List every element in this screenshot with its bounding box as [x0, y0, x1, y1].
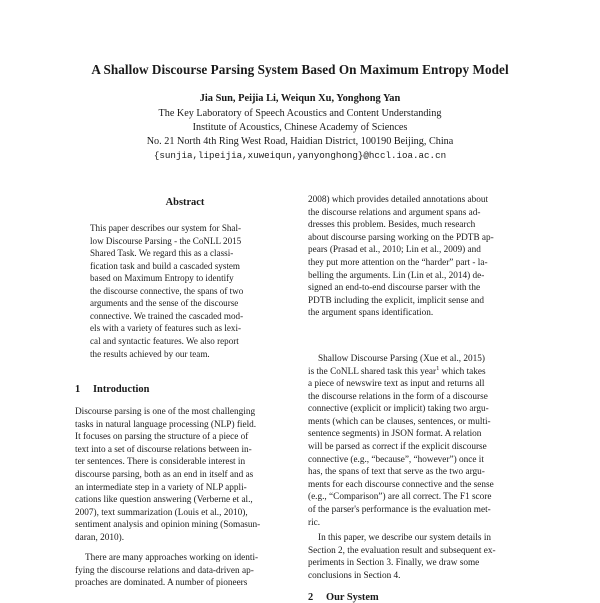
paragraph-line: the results achieved by our team. [90, 348, 210, 359]
section-number: 2 [308, 592, 314, 603]
paragraph-line: dresses this problem. Besides, much research [308, 220, 476, 231]
paragraph-line: sentence segments) in JSON format. A relation [308, 429, 482, 440]
section-heading-our-system [308, 592, 379, 603]
paragraph-line: cations like question answering (Verberne et al., [75, 495, 253, 506]
paragraph-line: will be parsed as correct if the explicit discourse [308, 442, 487, 452]
paragraph-line: connective (explicit or implicit) taking two argu- [308, 404, 489, 415]
affiliation-line-3: No. 21 North 4th Ring West Road, Haidian District, 100190 Beijing, China [146, 136, 454, 147]
paragraph-line: the discourse relations in the form of a discourse [308, 391, 488, 402]
paragraph-line: Discourse parsing is one of the most challenging [75, 407, 256, 417]
paragraph-line: ments for each discourse connective and the sense [308, 479, 494, 490]
section-number: 1 [75, 384, 81, 395]
section-heading-introduction [75, 384, 149, 395]
paragraph-line: the discourse relations and argument spans ad- [308, 207, 481, 218]
paragraph-line: It focuses on parsing the structure of a piece of [75, 432, 249, 443]
paragraph-line: they put more attention on the “harder” part - la- [308, 258, 488, 268]
paragraph-line: (e.g., “Comparison”) are all correct. The F1 score [308, 492, 492, 503]
paragraph-line-footnote [308, 366, 530, 379]
paragraph-line: PDTB including the explicit, implicit sense and [308, 295, 484, 306]
paragraph-line: has, the spans of text that serve as the two argu- [308, 467, 485, 478]
paragraph-line: a piece of newswire text as input and returns all [308, 379, 485, 389]
footnote-marker[interactable]: 1 [436, 366, 440, 372]
paragraph-line: discourse parsing, both as an end in itself and as [75, 470, 254, 480]
paragraph-line: Section 2, the evaluation result and subsequent ex- [308, 545, 496, 556]
author-list: Jia Sun, Peijia Li, Weiqun Xu, Yonghong Yan [199, 93, 401, 104]
paragraph-line: pears (Prasad et al., 2010; Lin et al., 2009) and [308, 245, 481, 256]
abstract-heading: Abstract [165, 197, 205, 208]
affiliation-line-1: The Key Laboratory of Speech Acoustics and Content Understanding [158, 108, 442, 119]
paragraph-line: low Discourse Parsing - the CoNLL 2015 [90, 235, 242, 246]
section-title: Introduction [93, 384, 150, 395]
paragraph-line: about discourse parsing working on the PDTB ap- [308, 232, 494, 243]
paragraph-line: periments in Section 3. Finally, we draw some [308, 558, 480, 569]
paragraph-line: arguments and the sense of the discourse [90, 298, 239, 309]
paragraph-line: an intermediate step in a variety of NLP appli- [75, 482, 247, 493]
paragraph-line: 2007), text summarization (Louis et al., 2010), [75, 507, 248, 518]
paragraph-line: signed an end-to-end discourse parser with the [308, 283, 481, 294]
paragraph-line: connective (e.g., “because”, “however”) once it [308, 454, 484, 465]
paragraph-line: of the parser's performance is the evaluation met- [308, 505, 491, 515]
paragraph-line: conclusions in Section 4. [308, 570, 401, 581]
paragraph-line: Shallow Discourse Parsing (Xue et al., 2015) [318, 354, 485, 364]
paragraph-line: 2008) which provides detailed annotations about [308, 195, 489, 205]
paragraph-line: This paper describes our system for Shal- [90, 223, 242, 233]
paragraph-line: connective. We trained the cascaded mod- [90, 310, 244, 321]
affiliation-line-2: Institute of Acoustics, Chinese Academy of Sciences [192, 122, 408, 133]
text-run: which takes [439, 367, 486, 377]
paragraph-line: belling the arguments. Lin (Lin et al., 2014) de- [308, 270, 485, 281]
paragraph-line: cal and syntactic features. We also report [90, 335, 239, 346]
paragraph-line: ments (which can be clauses, sentences, or multi- [308, 416, 491, 427]
paragraph-line: In this paper, we describe our system details in [318, 533, 492, 543]
paper-title: A Shallow Discourse Parsing System Based On Maximum Entropy Model [91, 62, 509, 77]
author-emails: {sunjia,lipeijia,xuweiqun,yanyonghong}@hccl.ioa.ac.cn [153, 150, 447, 161]
text-run: is the CoNLL shared task this year [308, 367, 437, 377]
paragraph-line: fying the discourse relations and data-driven ap- [75, 565, 254, 576]
paragraph-line: the discourse connective, the spans of two [90, 285, 244, 296]
paragraph-line: text into a set of discourse relations between in- [75, 444, 252, 455]
paragraph-line: els with a variety of features such as lexi- [90, 323, 242, 334]
paragraph-line: There are many approaches working on identi- [85, 553, 259, 563]
paragraph-line: Shared Task. We regard this as a classi- [90, 248, 234, 259]
paragraph-line: based on Maximum Entropy to identify [90, 273, 234, 284]
paragraph-line: ric. [308, 517, 321, 528]
paragraph-line: tasks in natural language processing (NLP) field. [75, 419, 257, 430]
paragraph-line: fication task and build a cascaded system [90, 260, 240, 271]
paragraph-line: proaches are dominated. A number of pioneers [75, 578, 248, 589]
paragraph-line: sentiment analysis and opinion mining (Somasun- [75, 520, 261, 531]
paragraph-line: ter sentences. There is considerable interest in [75, 457, 246, 468]
paragraph-line: the argument spans identification. [308, 308, 434, 319]
paragraph-line: daran, 2010). [75, 533, 125, 543]
section-title: Our System [326, 592, 379, 603]
